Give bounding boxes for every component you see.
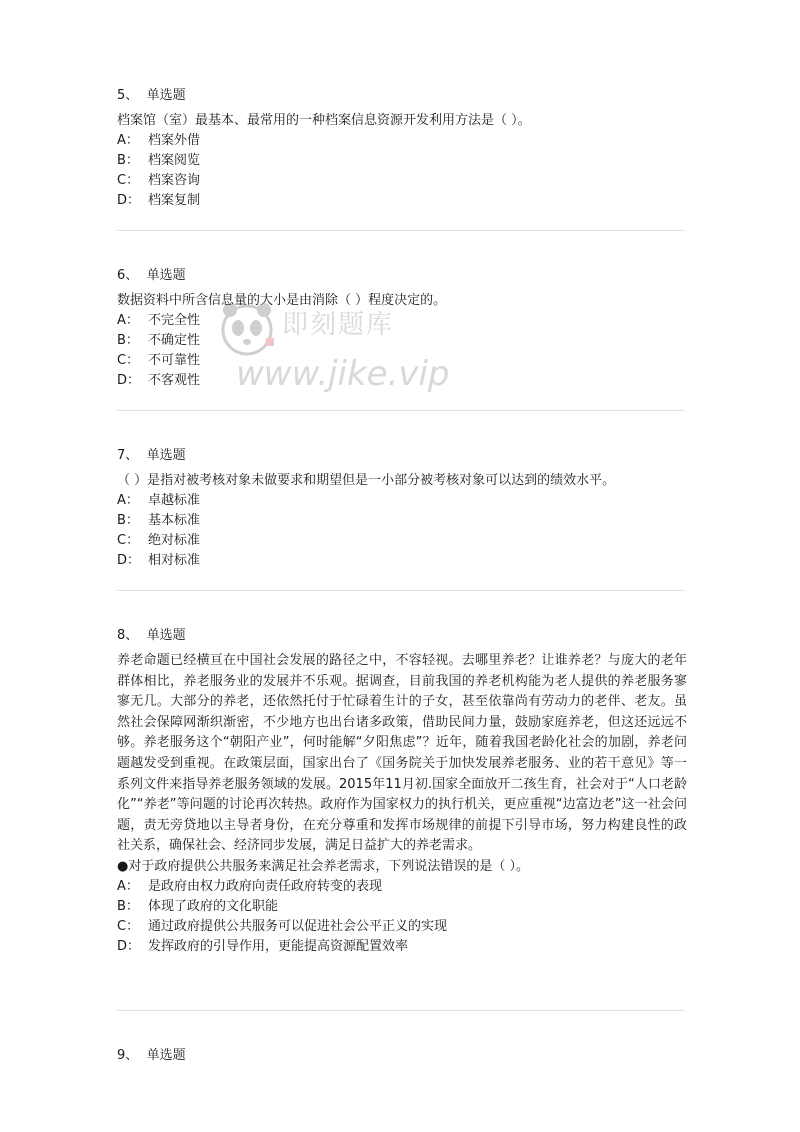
option-text: 基本标准 — [148, 513, 201, 528]
option-list — [117, 491, 687, 571]
question-number: 8 — [117, 628, 126, 643]
question-separator: 、 — [125, 448, 139, 463]
question-header — [117, 266, 687, 286]
option-text: 档案外借 — [148, 133, 201, 148]
watermark-brand: 即刻题库 — [282, 310, 395, 340]
option-text: 不客观性 — [148, 373, 201, 388]
question-9 — [117, 1046, 687, 1066]
option-c[interactable] — [117, 917, 687, 937]
option-letter: D： — [117, 193, 141, 208]
option-text: 档案复制 — [148, 193, 201, 208]
option-letter: D： — [117, 938, 141, 954]
option-b[interactable] — [117, 511, 687, 531]
question-separator: 、 — [125, 628, 139, 643]
option-text: 卓越标准 — [148, 493, 201, 508]
question-separator: 、 — [125, 88, 139, 103]
watermark-url: www.jike.vip — [236, 354, 450, 394]
option-list — [117, 311, 687, 391]
question-stem: （ ）是指对被考核对象未做要求和期望但是一小部分被考核对象可以达到的绩效水平。 — [117, 473, 616, 488]
option-text: 档案咨询 — [148, 173, 201, 188]
question-type: 单选题 — [146, 88, 186, 103]
option-letter: C： — [117, 533, 140, 548]
question-type: 单选题 — [146, 1048, 186, 1063]
option-letter: B： — [117, 513, 139, 528]
option-c[interactable] — [117, 531, 687, 551]
option-text: 档案阅览 — [148, 153, 201, 168]
option-c[interactable] — [117, 171, 687, 191]
question-stem: 数据资料中所含信息量的大小是由消除（ ）程度决定的。 — [117, 293, 447, 308]
option-b[interactable] — [117, 897, 687, 917]
option-d[interactable] — [117, 191, 687, 211]
question-type: 单选题 — [146, 448, 186, 463]
option-list — [117, 131, 687, 211]
question-6 — [117, 266, 687, 391]
option-list — [117, 877, 687, 957]
divider — [117, 1010, 685, 1011]
question-header — [117, 86, 687, 106]
reading-passage: 养老命题已经横亘在中国社会发展的路径之中，不容轻视。去哪里养老？让谁养老？与庞大的老年群体相比，养老服务业的发展并不乐观。据调查，目前我国的养老机构能为老人提供的养老服务寥寥无几。大部分的养老，还依然托付于忙碌着生计的子女，甚至依靠尚有劳动力的老伴、老友。虽然社会保障网渐织渐密，不少地方也出台诸多政策，借助民间力量，鼓励家庭养老，但这还远远不够。养老服务这个“朝阳产业”，何时能解“夕阳焦虑”？近年，随着我国老龄化社会的加剧，养老问题越发受到重视。在政策层面，国家出台了《国务院关于加快发展养老服务、业的若干意见》等一系列文件来指导养老服务领域的发展。2015年11月初.国家全面放开二孩生育，社会对于“人口老龄化”“养老”等问题的讨论再次转热。政府作为国家权力的执行机关，更应重视“边富边老”这一社会问题，责无旁贷地以主导者身份，在充分尊重和发挥市场规律的前提下引导市场，努力构建良性的政社关系，确保社会、经济同步发展，满足日益扩大的养老需求。 — [117, 653, 687, 854]
option-a[interactable] — [117, 311, 687, 331]
option-text: 不完全性 — [148, 313, 201, 328]
option-letter: B： — [117, 153, 139, 168]
divider — [117, 590, 685, 591]
option-letter: C： — [117, 173, 140, 188]
question-type: 单选题 — [146, 268, 186, 283]
option-text: 体现了政府的文化职能 — [148, 898, 279, 914]
option-text: 相对标准 — [148, 553, 201, 568]
question-header — [117, 1046, 687, 1066]
option-text: 发挥政府的引导作用，更能提高资源配置效率 — [148, 938, 409, 954]
option-text: 绝对标准 — [148, 533, 201, 548]
option-d[interactable] — [117, 937, 687, 957]
option-letter: D： — [117, 373, 141, 388]
question-5 — [117, 86, 687, 211]
option-letter: A： — [117, 133, 139, 148]
option-a[interactable] — [117, 877, 687, 897]
question-stem: ●对于政府提供公共服务来满足社会养老需求，下列说法错误的是（ ）。 — [117, 858, 529, 874]
option-letter: B： — [117, 333, 139, 348]
option-d[interactable] — [117, 371, 687, 391]
option-c[interactable] — [117, 351, 687, 371]
option-letter: D： — [117, 553, 141, 568]
option-d[interactable] — [117, 551, 687, 571]
divider — [117, 230, 685, 231]
option-text: 是政府由权力政府向责任政府转变的表现 — [148, 878, 383, 894]
option-text: 不可靠性 — [148, 353, 201, 368]
option-letter: C： — [117, 918, 140, 934]
option-text: 不确定性 — [148, 333, 201, 348]
question-number: 6 — [117, 268, 126, 283]
question-8 — [117, 626, 687, 957]
option-b[interactable] — [117, 331, 687, 351]
option-letter: C： — [117, 353, 140, 368]
option-letter: A： — [117, 493, 139, 508]
question-7 — [117, 446, 687, 571]
option-text: 通过政府提供公共服务可以促进社会公平正义的实现 — [148, 918, 448, 934]
question-header — [117, 446, 687, 466]
question-number: 9 — [117, 1048, 126, 1063]
option-letter: A： — [117, 878, 139, 894]
divider — [117, 410, 685, 411]
option-letter: B： — [117, 898, 139, 914]
question-type: 单选题 — [146, 628, 186, 643]
option-a[interactable] — [117, 491, 687, 511]
question-header — [117, 626, 687, 646]
option-letter: A： — [117, 313, 139, 328]
question-number: 5 — [117, 88, 126, 103]
option-a[interactable] — [117, 131, 687, 151]
option-b[interactable] — [117, 151, 687, 171]
question-separator: 、 — [125, 1048, 139, 1063]
question-stem: 档案馆（室）最基本、最常用的一种档案信息资源开发利用方法是（ ）。 — [117, 113, 531, 128]
question-number: 7 — [117, 448, 126, 463]
question-separator: 、 — [125, 268, 139, 283]
